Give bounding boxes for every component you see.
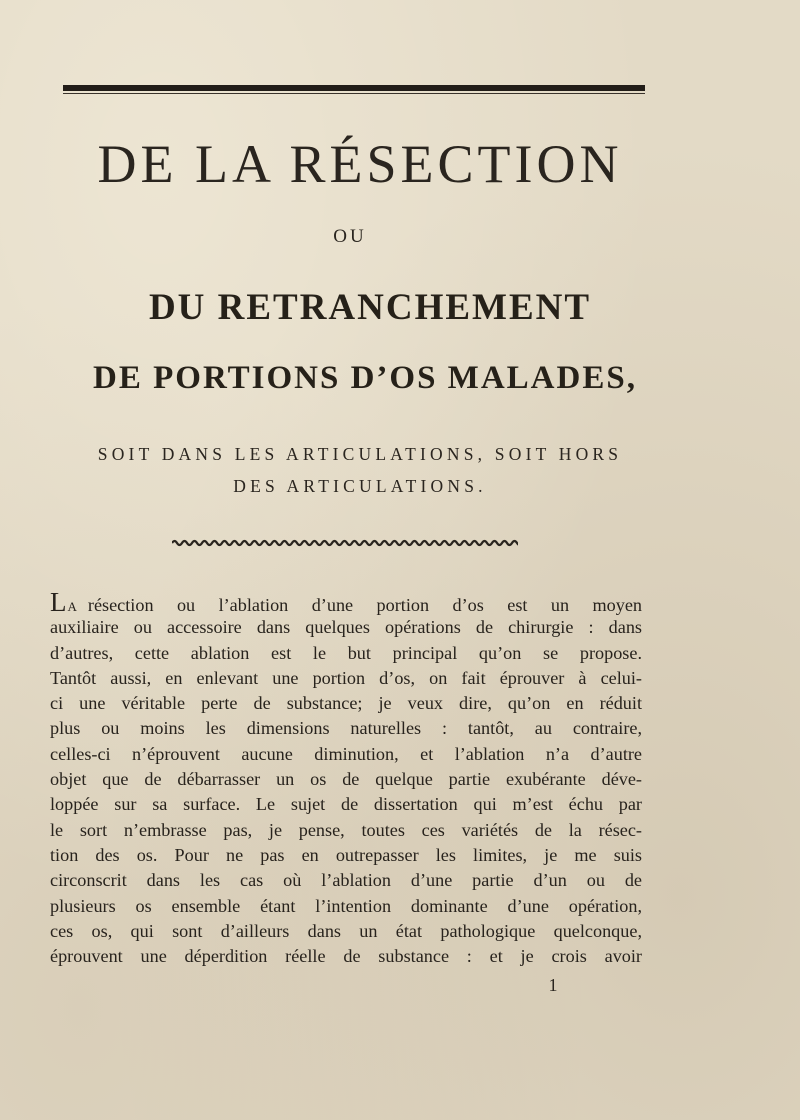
body-line: ci une véritable perte de substance; je veux dire, qu’on en réduit <box>50 693 642 714</box>
body-line: auxiliaire ou accessoire dans quelques opérations de chirurgie : dans <box>50 617 642 638</box>
small-cap: A <box>67 599 78 614</box>
title-line-3: DE PORTIONS D’OS MALADES, <box>93 360 637 396</box>
title-ou: OU <box>333 226 367 247</box>
subtitle-line-1: SOIT DANS LES ARTICULATIONS, SOIT HORS <box>97 444 623 464</box>
body-line: celles-ci n’éprouvent aucune diminution, et l’ablation n’a d’autre <box>50 743 642 764</box>
subtitle-line-2: DES ARTICULATIONS. <box>233 476 487 496</box>
top-rule-thick <box>63 85 645 91</box>
ornamental-rule <box>172 538 518 548</box>
top-rule <box>63 82 645 96</box>
body-line: éprouvent une déperdition réelle de substance : et je crois avoir <box>50 946 642 967</box>
body-line: résection ou l’ablation d’une portion d’os est un moyen <box>87 595 642 615</box>
body-line: objet que de débarrasser un os de quelque partie exubérante déve- <box>50 769 642 790</box>
subtitle <box>40 438 680 502</box>
body-paragraph <box>50 590 642 969</box>
drop-cap: L <box>50 590 68 616</box>
top-rule-thin <box>63 93 645 94</box>
title-line-2: DU RETRANCHEMENT <box>148 287 592 328</box>
body-line: loppée sur sa surface. Le sujet de dissertation qui m’est échu par <box>50 794 642 815</box>
body-line: plusieurs os ensemble étant l’intention dominante d’une opération, <box>50 895 642 916</box>
title-line-1: DE LA RÉSECTION <box>97 134 623 194</box>
body-line: le sort n’embrasse pas, je pense, toutes ces variétés de la résec- <box>50 819 642 840</box>
page-number: 1 <box>548 975 558 995</box>
body-line-first <box>50 590 642 615</box>
body-line: tion des os. Pour ne pas en outrepasser les limites, je me suis <box>50 844 642 865</box>
body-line: Tantôt aussi, en enlevant une portion d’os, on fait éprouver à celui- <box>50 667 642 688</box>
body-line: d’autres, cette ablation est le but principal qu’on se propose. <box>50 642 642 663</box>
body-line: circonscrit dans les cas où l’ablation d’une partie d’un ou de <box>50 870 642 891</box>
body-line: plus ou moins les dimensions naturelles : tantôt, au contraire, <box>50 718 642 739</box>
body-line: ces os, qui sont d’ailleurs dans un état pathologique quelconque, <box>50 920 642 941</box>
